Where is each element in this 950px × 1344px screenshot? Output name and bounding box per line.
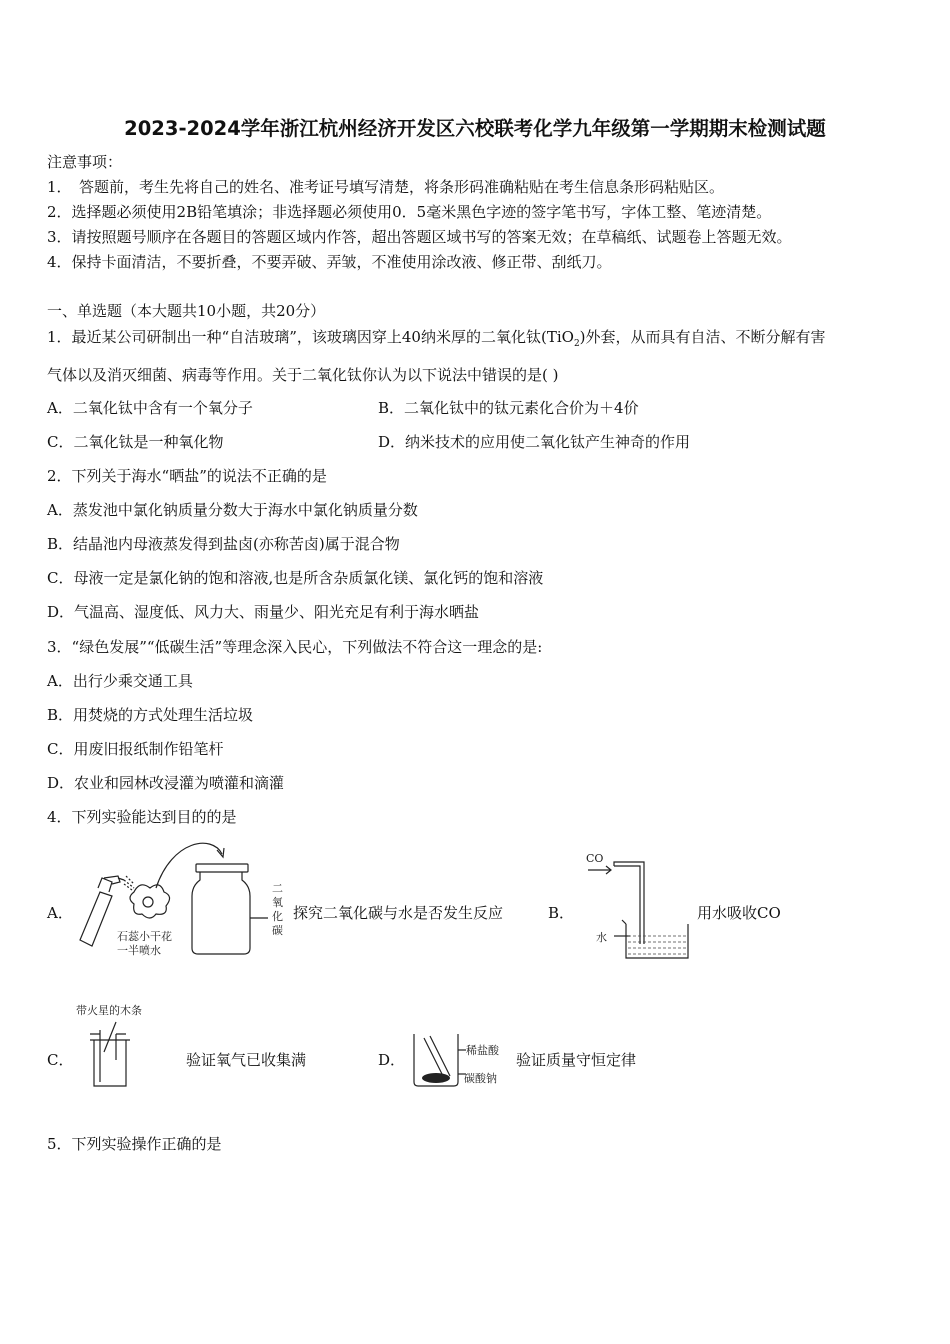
page-title: 2023-2024学年浙江杭州经济开发区六校联考化学九年级第一学期期末检测试题 bbox=[124, 117, 826, 140]
q3-option-a: A．出行少乘交通工具 bbox=[47, 672, 193, 690]
gas-label-char-2: 氧 bbox=[272, 896, 283, 909]
salt-label: 碳酸钠 bbox=[464, 1072, 497, 1085]
q3-option-c: C．用废旧报纸制作铅笔杆 bbox=[47, 740, 224, 758]
q2-stem: 2．下列关于海水“晒盐”的说法不正确的是 bbox=[47, 467, 327, 485]
q1-stem-line2: 气体以及消灭细菌、病毒等作用。关于二氧化钛你认为以下说法中错误的是( ) bbox=[47, 366, 559, 384]
q4-option-b-text: 用水吸收CO bbox=[697, 904, 781, 922]
note-item-1: 1． 答题前，考生先将自己的姓名、准考证号填写清楚，将条形码准确粘贴在考生信息条形码粘贴区。 bbox=[47, 178, 725, 196]
co-gas-label: CO bbox=[586, 852, 604, 865]
q4-option-c-label: C． bbox=[47, 1051, 74, 1069]
balance-beaker-figure bbox=[410, 1028, 510, 1092]
stick-label: 带火星的木条 bbox=[76, 1004, 142, 1017]
flower-label-1: 石蕊小干花 bbox=[117, 930, 172, 943]
q2-option-c: C．母液一定是氯化钠的饱和溶液,也是所含杂质氯化镁、氯化钙的饱和溶液 bbox=[47, 569, 544, 587]
flower-label-2: 一半喷水 bbox=[117, 944, 161, 957]
q4-stem: 4．下列实验能达到目的的是 bbox=[47, 808, 237, 826]
note-item-2: 2．选择题必须使用2B铅笔填涂；非选择题必须使用0．5毫米黑色字迹的签字笔书写，字体工整、笔迹清楚。 bbox=[47, 203, 772, 221]
q5-stem: 5．下列实验操作正确的是 bbox=[47, 1135, 222, 1153]
q1-option-c: C．二氧化钛是一种氧化物 bbox=[47, 433, 224, 451]
acid-label: 稀盐酸 bbox=[466, 1044, 499, 1057]
q4-option-d-label: D． bbox=[378, 1051, 406, 1069]
q4-option-d-text: 验证质量守恒定律 bbox=[516, 1051, 637, 1069]
note-item-4: 4．保持卡面清洁，不要折叠，不要弄破、弄皱，不准使用涂改液、修正带、刮纸刀。 bbox=[47, 253, 612, 271]
notes-heading: 注意事项： bbox=[47, 153, 123, 171]
gas-label-char-3: 化 bbox=[272, 910, 283, 923]
co2-flower-apparatus-figure bbox=[72, 840, 292, 960]
q1-option-a: A．二氧化钛中含有一个氧分子 bbox=[47, 399, 253, 417]
gas-label-char-1: 二 bbox=[272, 882, 283, 895]
q1-option-d: D．纳米技术的应用使二氧化钛产生神奇的作用 bbox=[378, 433, 691, 451]
section-heading: 一、单选题（本大题共10小题，共20分） bbox=[47, 302, 326, 320]
q3-option-d: D．农业和园林改浸灌为喷灌和滴灌 bbox=[47, 774, 285, 792]
q2-option-a: A．蒸发池中氯化钠质量分数大于海水中氯化钠质量分数 bbox=[47, 501, 418, 519]
q4-option-a-text: 探究二氧化碳与水是否发生反应 bbox=[293, 904, 504, 922]
q2-option-d: D．气温高、湿度低、风力大、雨量少、阳光充足有利于海水晒盐 bbox=[47, 603, 480, 621]
q1-stem-line1: 1．最近某公司研制出一种“自洁玻璃”，该玻璃因穿上40纳米厚的二氧化钛(TiO$_2$)外套，从而具有自洁、不断分解有害 bbox=[47, 328, 826, 349]
q4-option-b-label: B． bbox=[548, 904, 575, 922]
oxygen-bottle-figure bbox=[76, 1000, 186, 1092]
beaker-co-figure bbox=[584, 848, 692, 960]
note-item-3: 3．请按照题号顺序在各题目的答题区域内作答，超出答题区域书写的答案无效；在草稿纸、试题卷上答题无效。 bbox=[47, 228, 792, 246]
q4-option-a-label: A． bbox=[47, 904, 73, 922]
water-label: 水 bbox=[596, 931, 607, 944]
q3-stem: 3．“绿色发展”“低碳生活”等理念深入民心，下列做法不符合这一理念的是: bbox=[47, 638, 543, 656]
gas-label-char-4: 碳 bbox=[272, 924, 283, 937]
q2-option-b: B．结晶池内母液蒸发得到盐卤(亦称苦卤)属于混合物 bbox=[47, 535, 400, 553]
q1-option-b: B．二氧化钛中的钛元素化合价为＋4价 bbox=[378, 399, 639, 417]
q3-option-b: B．用焚烧的方式处理生活垃圾 bbox=[47, 706, 254, 724]
q4-option-c-text: 验证氧气已收集满 bbox=[186, 1051, 307, 1069]
